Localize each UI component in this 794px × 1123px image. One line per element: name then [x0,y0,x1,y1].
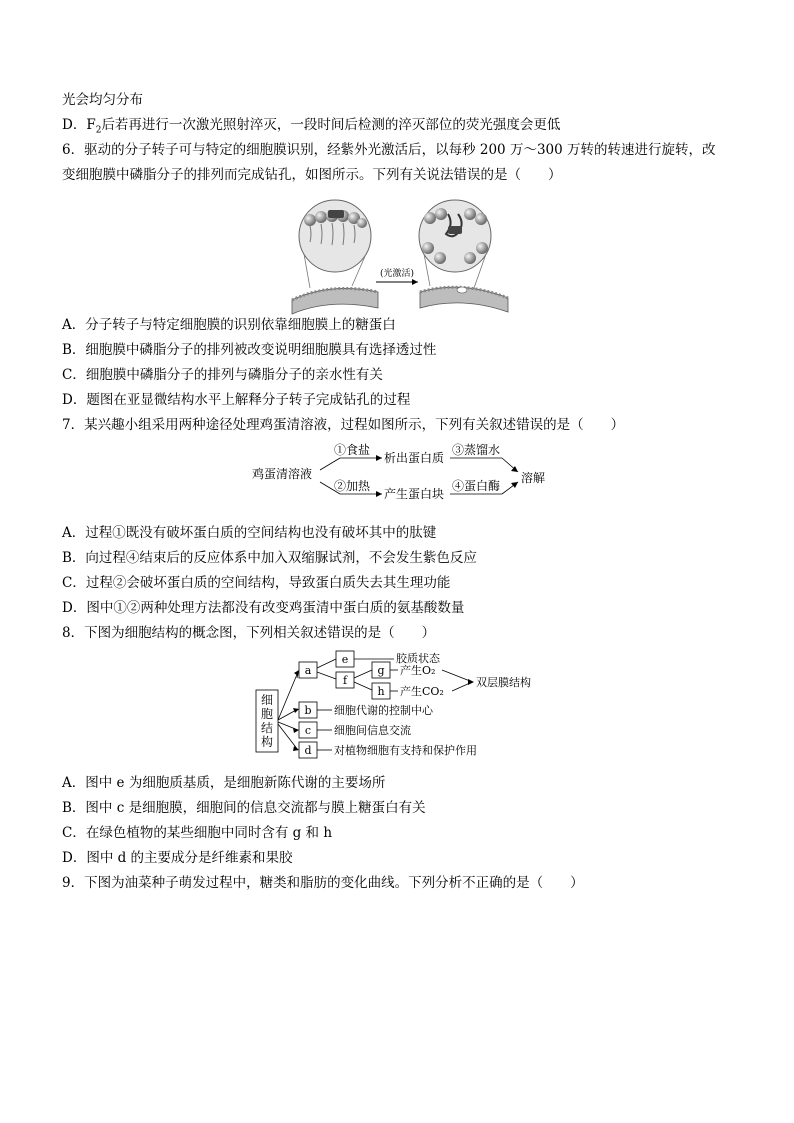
root-char-2: 胞 [260,707,274,721]
double-membrane-label: 双层膜结构 [476,676,531,689]
cell-structure-concept-map [252,648,552,760]
dissolve-label: 溶解 [521,471,546,485]
q6-option-d: D．题图在亚显微结构水平上解释分子转子完成钻孔的过程 [62,392,411,408]
box-a-label: a [304,664,312,677]
root-char-1: 细 [260,693,274,707]
q5-option-d [62,115,560,141]
q6-stem-line1: 6．驱动的分子转子可与特定的细胞膜识别，经紫外光激活后，以每秒 200 万～300 万转的转速进行旋转，改 [62,142,716,158]
root-char-4: 构 [260,735,274,749]
q5-option-d-pre: D．F [62,117,96,133]
q5-option-d-post: 后若再进行一次激光照射淬灭，一段时间后检测的淬灭部位的荧光强度会更低 [101,117,561,133]
q8-option-b: B．图中 c 是细胞膜，细胞间的信息交流都与膜上糖蛋白有关 [62,800,426,816]
egg-white-process-flow [250,442,550,504]
result1-label: 析出蛋白质 [384,451,445,465]
right-membrane-slab [420,287,508,312]
q6-option-a: A．分子转子与特定细胞膜的识别依靠细胞膜上的糖蛋白 [62,317,396,333]
q7-option-d: D．图中①②两种处理方法都没有改变鸡蛋清中蛋白质的氨基酸数量 [62,600,465,616]
q9-stem: 9．下图为油菜种子萌发过程中，糖类和脂肪的变化曲线。下列分析不正确的是（ ） [62,875,584,891]
q5-continued-text: 光会均匀分布 [62,92,143,108]
membrane-drilling-illustration [290,196,510,318]
q5-option-d-sub: 2 [95,125,102,136]
q6-option-b: B．细胞膜中磷脂分子的排列被改变说明细胞膜具有选择透过性 [62,342,437,358]
step1-salt-label: ①食盐 [334,443,371,457]
box-h-label: h [377,685,385,698]
step4-protease-label: ④蛋白酶 [452,479,501,493]
q7-option-b: B．向过程④结束后的反应体系中加入双缩脲试剂，不会发生紫色反应 [62,550,477,566]
h-description: 产生CO₂ [400,685,444,698]
box-e-label: e [341,653,349,666]
e-description: 胶质状态 [396,652,440,665]
step2-heat-label: ②加热 [334,479,371,493]
left-magnified-view [299,200,371,272]
result2-label: 产生蛋白块 [384,487,445,501]
left-membrane-slab [292,288,378,314]
q6-membrane-figure [290,196,510,318]
box-f-label: f [342,674,348,687]
q7-option-c: C．过程②会破坏蛋白质的空间结构，导致蛋白质失去其生理功能 [62,575,451,591]
q7-option-a: A．过程①既没有破坏蛋白质的空间结构也没有破坏其中的肽键 [62,525,437,541]
d-description: 对植物细胞有支持和保护作用 [334,744,477,757]
step3-water-label: ③蒸馏水 [452,443,501,457]
q7-stem: 7．某兴趣小组采用两种途径处理鸡蛋清溶液，过程如图所示，下列有关叙述错误的是（ ） [62,417,625,433]
box-g-label: g [377,664,385,677]
c-description: 细胞间信息交流 [334,724,411,737]
b-description: 细胞代谢的控制中心 [334,704,433,717]
activation-label: (光激活) [379,269,415,279]
root-char-3: 结 [260,721,274,735]
q7-process-diagram [250,442,550,504]
q6-option-c: C．细胞膜中磷脂分子的排列与磷脂分子的亲水性有关 [62,367,383,383]
right-magnified-view [419,200,491,272]
q8-option-d: D．图中 d 的主要成分是纤维素和果胶 [62,850,293,866]
egg-white-solution-label: 鸡蛋清溶液 [252,467,313,481]
box-d-label: d [304,744,312,757]
q6-stem-line2: 变细胞膜中磷脂分子的排列而完成钻孔，如图所示。下列有关说法错误的是（ ） [62,167,562,183]
q8-option-a: A．图中 e 为细胞质基质，是细胞新陈代谢的主要场所 [62,775,386,791]
q8-stem: 8．下图为细胞结构的概念图，下列相关叙述错误的是（ ） [62,625,436,641]
box-c-label: c [304,724,312,737]
q8-option-c: C．在绿色植物的某些细胞中同时含有 g 和 h [62,825,333,841]
q8-concept-map [252,648,552,760]
box-b-label: b [304,704,312,717]
g-description: 产生O₂ [400,664,436,677]
